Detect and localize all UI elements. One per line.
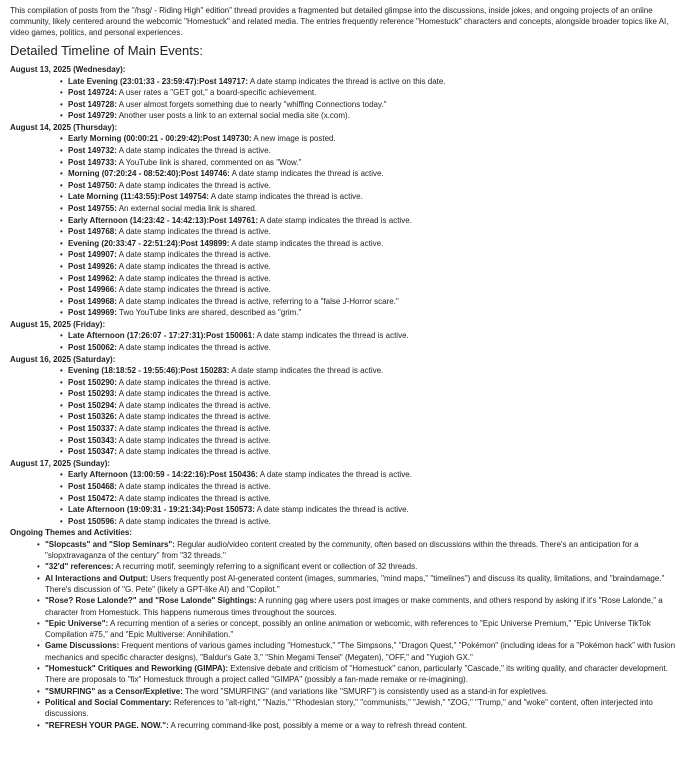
event-item <box>60 307 684 319</box>
event-text: A date stamp indicates the thread is active. <box>229 169 384 179</box>
event-label: Post 149768: <box>68 227 117 237</box>
event-list <box>10 330 684 353</box>
event-item <box>60 168 684 180</box>
event-text: A date stamp indicates the thread is active, referring to a "false J-Horror scare." <box>116 296 399 306</box>
day-title: August 13, 2025 (Wednesday): <box>10 65 126 74</box>
event-label: Post 150290: <box>68 377 117 387</box>
event-item <box>60 516 684 528</box>
event-label: Post 149926: <box>68 261 117 271</box>
timeline-day <box>10 319 684 354</box>
event-label: Post 150596: <box>68 516 117 526</box>
event-label: Post 150472: <box>68 493 117 503</box>
event-label: Post 150343: <box>68 435 117 445</box>
event-label: Post 150294: <box>68 400 117 410</box>
theme-label: Political and Social Commentary: <box>45 697 172 707</box>
event-text: A date stamp indicates the thread is active. <box>116 273 271 283</box>
event-item <box>60 330 684 342</box>
theme-label: "Slopcasts" and "Slop Seminars": <box>45 539 175 549</box>
timeline-day <box>10 122 684 319</box>
event-item <box>60 504 684 516</box>
event-label: Post 150293: <box>68 389 117 399</box>
event-label: Post 150326: <box>68 412 117 422</box>
themes-heading: Ongoing Themes and Activities: <box>10 528 132 538</box>
event-item <box>60 191 684 203</box>
event-label: Post 149724: <box>68 88 117 98</box>
event-label: Late Afternoon (19:09:31 - 19:21:34):Post 150573: <box>68 505 255 515</box>
theme-item <box>37 595 684 618</box>
event-label: Post 149733: <box>68 157 117 167</box>
event-item <box>60 411 684 423</box>
theme-item <box>37 539 684 562</box>
theme-text: Regular audio/video content created by the community, often based on discussions within the threads. There's an anticipation for a "slopxtravaganza of the century" from "32 threads." <box>45 539 639 561</box>
event-label: Post 149969: <box>68 308 117 318</box>
event-item <box>60 133 684 145</box>
theme-label: "Epic Universe": <box>45 618 109 628</box>
event-item <box>60 203 684 215</box>
event-label: Early Morning (00:00:21 - 00:29:42):Post 149730: <box>68 134 252 144</box>
event-item <box>60 226 684 238</box>
event-item <box>60 261 684 273</box>
event-label: Post 149728: <box>68 99 117 109</box>
event-text: A date stamp indicates the thread is active. <box>258 470 412 480</box>
event-item <box>60 76 684 88</box>
timeline-heading: Detailed Timeline of Main Events: <box>10 43 203 58</box>
event-label: Early Afternoon (14:23:42 - 14:42:13):Post 149761: <box>68 215 258 225</box>
theme-text: Extensive debate and criticism of "Homestuck" canon, particularly "Cascade," its writing quality, and character development. There are proposals to "fix" Homestuck through a project called "GIMPA" (possibly a fan-made remake or re-imagining). <box>45 664 668 685</box>
event-label: Late Evening (23:01:33 - 23:59:47):Post 149717: <box>68 76 249 86</box>
event-text: A date stamp indicates the thread is active. <box>116 412 271 422</box>
event-item <box>60 365 684 377</box>
event-label: Late Morning (11:43:55):Post 149754: <box>68 192 209 202</box>
event-text: A date stamp indicates the thread is active. <box>116 435 271 445</box>
event-text: A user rates a "GET got," a board-specific achievement. <box>116 88 317 98</box>
event-label: Early Afternoon (13:00:59 - 14:22:16):Post 150436: <box>68 470 258 480</box>
event-text: A date stamp indicates the thread is active. <box>116 493 271 503</box>
event-label: Evening (20:33:47 - 22:51:24):Post 149899: <box>68 238 230 248</box>
timeline-day <box>10 64 684 122</box>
theme-item <box>37 697 684 720</box>
theme-label: "Rose? Rose Lalonde?" and "Rose Lalonde" Sightings: <box>45 596 257 606</box>
event-text: A date stamp indicates the thread is active. <box>116 227 271 237</box>
event-text: A date stamp indicates the thread is active. <box>116 389 271 399</box>
event-item <box>60 110 684 122</box>
event-text: A date stamp indicates the thread is active. <box>116 377 271 387</box>
event-label: Morning (07:20:24 - 08:52:40):Post 149746: <box>68 169 230 179</box>
event-text: A date stamp indicates the thread is active. <box>116 180 271 190</box>
day-title: August 16, 2025 (Saturday): <box>10 354 116 364</box>
event-label: Post 149907: <box>68 250 117 260</box>
event-text: A date stamp indicates the thread is active. <box>116 342 271 352</box>
day-title: August 17, 2025 (Sunday): <box>10 458 111 468</box>
event-item <box>60 296 684 308</box>
theme-text: Users frequently post AI-generated content (images, summaries, "mind maps," "timelines") and discuss its quality, limitations, and "braindamage." There's discussion of "G. Pete" (likely a GPT-like AI) and "Copilot." <box>45 573 665 594</box>
event-text: A date stamp indicates the thread is active. <box>258 215 412 225</box>
event-label: Post 150062: <box>68 342 117 352</box>
event-text: A date stamp indicates the thread is active. <box>229 366 384 376</box>
event-text: A date stamp indicates the thread is active. <box>116 447 271 457</box>
event-item <box>60 273 684 285</box>
event-label: Late Afternoon (17:26:07 - 17:27:31):Post 150061: <box>68 331 255 341</box>
themes-list <box>10 539 684 731</box>
event-item <box>60 238 684 250</box>
event-label: Post 150347: <box>68 447 117 457</box>
event-text: Two YouTube links are shared, described as "grim." <box>116 308 302 318</box>
theme-text: Frequent mentions of various games including "Homestuck," "The Simpsons," "Dragon Quest," "Pokémon" (including ideas for a "Pokémon hack" with fusion mechanics and specific character designs), "Baldur's Gate 3," "Shin Megami Tensei" (Megaten), "OFF," and "Yugioh GX." <box>45 641 676 662</box>
event-item <box>60 99 684 111</box>
day-title: August 14, 2025 (Thursday): <box>10 122 118 132</box>
theme-text: A recurring mention of a series or concept, possibly an online animation or webcomic, with references to "Epic Universe Premium," "Epic Universe TikTok Compilation #75," and "Epic Multiverse: Annihilation." <box>45 618 651 640</box>
event-label: Post 149755: <box>68 203 117 213</box>
event-list <box>10 133 684 319</box>
event-item <box>60 249 684 261</box>
day-title: August 15, 2025 (Friday): <box>10 319 106 329</box>
event-list <box>10 469 684 527</box>
event-item <box>60 481 684 493</box>
timeline-day <box>10 354 684 458</box>
theme-item <box>37 640 684 663</box>
event-label: Post 149729: <box>68 111 117 121</box>
theme-item <box>37 686 684 697</box>
theme-item <box>37 561 684 572</box>
theme-label: AI Interactions and Output: <box>45 573 149 583</box>
event-item <box>60 400 684 412</box>
event-item <box>60 157 684 169</box>
event-label: Evening (18:18:52 - 19:55:46):Post 150283: <box>68 366 230 376</box>
event-item <box>60 435 684 447</box>
event-text: A YouTube link is shared, commented on as "Wow." <box>116 157 302 167</box>
event-item <box>60 145 684 157</box>
timeline-day <box>10 458 684 527</box>
event-label: Post 150337: <box>68 424 117 434</box>
theme-text: A running gag where users post images or make comments, and others respond by asking if it's "Rose Lalonde," a character from Homestuck. This happens numerous times throughout the sources. <box>45 596 663 617</box>
event-label: Post 150468: <box>68 481 117 491</box>
event-item <box>60 377 684 389</box>
theme-label: "SMURFING" as a Censor/Expletive: <box>45 686 183 696</box>
event-label: Post 149962: <box>68 273 117 283</box>
theme-item <box>37 573 684 596</box>
event-text: A date stamp indicates the thread is active. <box>116 516 271 526</box>
event-text: A new image is posted. <box>251 134 336 144</box>
event-label: Post 149750: <box>68 180 117 190</box>
event-text: A date stamp indicates the thread is active. <box>254 505 409 515</box>
event-label: Post 149968: <box>68 296 117 306</box>
timeline <box>10 64 684 527</box>
event-item <box>60 215 684 227</box>
event-item <box>60 469 684 481</box>
theme-item <box>37 618 684 641</box>
event-text: A date stamp indicates the thread is active. <box>229 238 384 248</box>
event-text: A date stamp indicates the thread is active. <box>116 261 271 271</box>
event-text: A date stamp indicates the thread is active. <box>116 400 271 410</box>
theme-label: "REFRESH YOUR PAGE. NOW.": <box>45 720 169 730</box>
intro-paragraph: This compilation of posts from the "/hsg/ - Riding High" edition" thread provides a fragmented but detailed glimpse into the discussions, inside jokes, and ongoing projects of an online community, likely centered around the webcomic "Homestuck" and related media. The entries frequently reference "Homestuck" characters and concepts, alongside broader topics like AI, video games, politics, and personal experiences. <box>10 6 669 37</box>
event-text: A user almost forgets something due to nearly "whiffing Connections today." <box>116 99 387 109</box>
event-text: A date stamp indicates the thread is active. <box>208 192 363 202</box>
theme-item <box>37 720 684 731</box>
theme-text: A recurring motif, seemingly referring to a significant event or collection of 32 threads. <box>113 562 418 572</box>
event-item <box>60 446 684 458</box>
event-item <box>60 180 684 192</box>
event-label: Post 149732: <box>68 145 117 155</box>
event-item <box>60 493 684 505</box>
event-item <box>60 284 684 296</box>
event-text: A date stamp indicates the thread is active. <box>254 331 409 341</box>
event-text: Another user posts a link to an external social media site (x.com). <box>116 111 350 121</box>
event-list <box>10 76 684 122</box>
event-text: A date stamp indicates the thread is active. <box>116 424 271 434</box>
event-text: An external social media link is shared. <box>116 203 257 213</box>
theme-item <box>37 663 684 686</box>
event-text: A date stamp indicates the thread is active. <box>116 250 271 260</box>
event-text: A date stamp indicates the thread is active. <box>116 145 271 155</box>
theme-text: A recurring command-like post, possibly a meme or a way to refresh thread content. <box>168 720 468 730</box>
event-list <box>10 365 684 458</box>
event-item <box>60 87 684 99</box>
event-item <box>60 342 684 354</box>
theme-label: Game Discussions: <box>45 641 120 651</box>
event-item <box>60 388 684 400</box>
event-item <box>60 423 684 435</box>
event-text: A date stamp indicates the thread is active. <box>116 481 271 491</box>
event-text: A date stamp indicates the thread is active on this date. <box>248 76 446 86</box>
event-text: A date stamp indicates the thread is active. <box>116 285 271 295</box>
theme-text: The word "SMURFING" (and variations like "SMURF") is consistently used as a stand-in for expletives. <box>182 686 548 696</box>
theme-text: References to "alt-right," "Nazis," "Rhodesian story," "communists," "Jewish," "ZOG," "Trump," and "woke" content, often interjected into discussions. <box>45 697 653 719</box>
theme-label: "Homestuck" Critiques and Reworking (GIMPA): <box>45 664 229 674</box>
theme-label: "32'd" references: <box>45 562 114 572</box>
event-label: Post 149966: <box>68 285 117 295</box>
